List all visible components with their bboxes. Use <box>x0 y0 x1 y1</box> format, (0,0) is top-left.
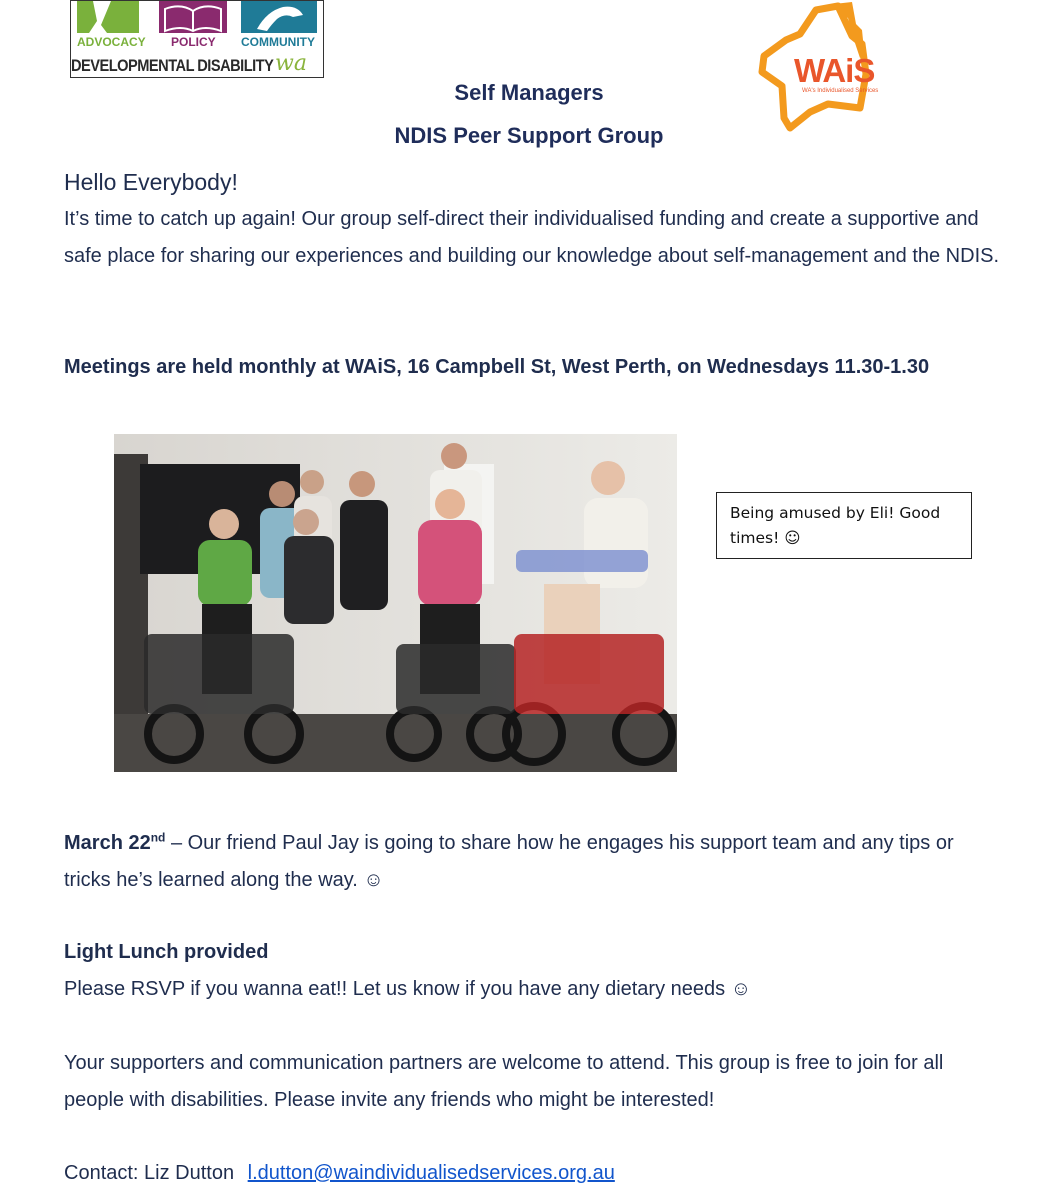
group-photo-illustration <box>114 434 677 772</box>
group-photo <box>114 434 677 772</box>
intro-paragraph: It’s time to catch up again! Our group self-direct their individualised funding and create a supportive and safe place for sharing our experiences and building our knowledge about self-management and the NDIS. <box>64 208 1000 267</box>
wais-logo <box>756 0 896 132</box>
ddwa-word-advocacy: ADVOCACY <box>77 35 146 49</box>
supporters-paragraph: Your supporters and communication partners are welcome to attend. This group is free to join for all people with disabilities. Please invite any friends who might be interested! <box>64 1052 944 1111</box>
contact-label: Contact: Liz Dutton <box>64 1162 235 1184</box>
ddwa-word-community: COMMUNITY <box>241 35 315 49</box>
march-description: – Our friend Paul Jay is going to share how he engages his support team and any tips or tricks he’s learned along the way. ☺ <box>64 832 954 891</box>
march-date: March 22 <box>64 832 151 854</box>
march-date-suffix: nd <box>150 830 166 845</box>
wais-logo-text: WAiS <box>794 52 875 89</box>
meeting-info: Meetings are held monthly at WAiS, 16 Campbell St, West Perth, on Wednesdays 11.30-1.30 <box>64 356 930 378</box>
ddwa-wa-suffix: wa <box>275 51 307 76</box>
title-line-1: Self Managers <box>454 80 604 105</box>
contact-email-link[interactable]: l.dutton@waindividualisedservices.org.au <box>247 1162 615 1184</box>
lunch-heading: Light Lunch provided <box>64 941 269 963</box>
ddwa-logo <box>70 0 324 78</box>
greeting: Hello Everybody! <box>64 169 238 195</box>
contact-line <box>64 1155 1004 1192</box>
photo-caption: Being amused by Eli! Good times! ☺ <box>716 492 972 559</box>
ddwa-logo-graphic <box>71 1 324 35</box>
ddwa-name: DEVELOPMENTAL DISABILITY <box>71 56 274 75</box>
ddwa-word-policy: POLICY <box>171 35 216 49</box>
wais-logo-tagline: WA's Individualised Services <box>802 88 879 94</box>
lunch-text: Please RSVP if you wanna eat!! Let us know if you have any dietary needs ☺ <box>64 978 752 1000</box>
title-line-2: NDIS Peer Support Group <box>394 123 664 148</box>
march-event <box>64 825 1004 899</box>
